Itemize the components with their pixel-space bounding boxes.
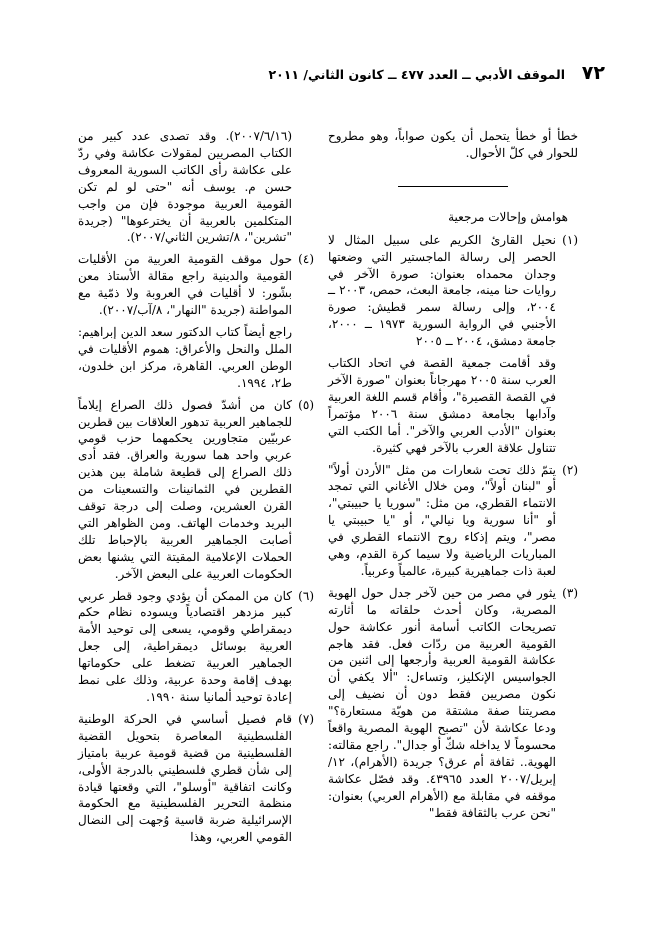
footnote-number: (٤) [298, 252, 314, 267]
footnote-text: نحيل القارئ الكريم على سبيل المثال لا الحصر إلى رسالة الماجستير التي وضعتها وجدان محمداه بعنوان: صورة الآخر في روايات حنا مينه، جامعة البعث، حمص، ٢٠٠٣ ــ ٢٠٠٤، وإلى رسالة سمر قطيش: صورة الأجنبي في الرواية السورية ١٩٧٣ ــ ٢٠٠٠، جامعة دمشق، ٢٠٠٤ ــ ٢٠٠٥ [328, 232, 556, 349]
footnote-text: راجع أيضاً كتاب الدكتور سعد الدين إبراهيم: الملل والنحل والأعراق: هموم الأقليات في الوطن العربي. القاهرة، مركز ابن خلدون، ط٢، ١٩٩٤. [78, 324, 292, 390]
footnote-number [292, 324, 314, 392]
footnote-3 [328, 585, 578, 822]
left-column [78, 128, 314, 851]
footnote-5 [78, 397, 314, 583]
section-divider [398, 186, 508, 187]
footnote-number: (٣) [562, 585, 578, 600]
footnote-text: (٢٠٠٧/٦/١٦). وقد تصدى عدد كبير من الكتاب المصريين لمقولات عكاشة وفي ردّ على عكاشة رأى الكاتب السورية المعروف حسن م. يوسف أنه "حتى لو لم تكن القومية العربية موجودة فإن من واجب المتكلمين بالعربية أن يخترعوها" (جريدة "تشرين"، ٨/تشرين الثاني/٢٠٠٧). [78, 129, 292, 245]
notes-title: هوامش وإحالات مرجعية [448, 209, 568, 224]
footnote-number [556, 355, 578, 456]
footnote-number: (١) [562, 232, 578, 247]
footnote-text: حول موقف القومية العربية من الأقليات القومية والدينية راجع مقالة الأستاذ معن بشّور: لا أقليات في العروبة ولا ذمّية مع المواطنة (جريدة "النهار"، ٨/آب/٢٠٠٧). [78, 252, 292, 318]
footnote-1-continued [328, 355, 578, 456]
footnote-4 [78, 251, 314, 319]
footnote-text: كان من الممكن أن يؤدي وجود قطر عربي كبير مزدهر اقتصادياً ويسوده نظام حكم ديمقراطي وقومي، يسعى إلى توحيد الأمة العربية بوسائل ديمقراطية، إلى جعل الجماهير العربية تضغط على حكوماتها بهدف إقامة وحدة عربية، وذلك على نمط إعادة توحيد ألمانيا سنة ١٩٩٠. [78, 588, 292, 704]
footnote-2 [328, 462, 578, 580]
footnote-text: وقد أقامت جمعية القصة في اتحاد الكتاب العرب سنة ٢٠٠٥ مهرجاناً بعنوان "صورة الآخر في القصة القصيرة"، وأقام قسم اللغة العربية وآدابها بجامعة دمشق سنة ٢٠٠٦ مؤتمراً بعنوان "الأدب العربي والآخر". أما الكتب التي تتناول علاقة العرب بالآخر فهي كثيرة. [328, 356, 556, 455]
footnote-text: قام فصيل أساسي في الحركة الوطنية الفلسطينية المعاصرة بتحويل القضية الفلسطينية من قضية قومية عربية بامتياز إلى شأن قطري فلسطيني بالدرجة الأولى، وكانت اتفاقية "أوسلو"، التي وقعتها قيادة منظمة التحرير الفلسطينية مع الحكومة الإسرائيلية ضربة قاسية وُجهت إلى النضال القومي العربي، وهذا [78, 711, 292, 845]
page-header [60, 62, 605, 106]
footnote-6 [78, 588, 314, 706]
footnote-text: يتمّ ذلك تحت شعارات من مثل "الأردن أولاً" أو "لبنان أولاً"، ومن خلال الأغاني التي تمجد الانتماء القطري، من مثل: "سوريا يا حبيبتي"، أو "أنا سورية ويا نيالي"، أو "يا حبيبتي يا مصر"، ويتم إذكاء روح الانتماء القطري في المباريات الرياضية ولا سيما كرة القدم، وهي لعبة ذات جماهيرية كبيرة، عالمياً وعربياً. [328, 462, 556, 578]
intro-paragraph: خطأ أو خطأ يتحمل أن يكون صواباً، وهو مطروح للحوار في كلّ الأحوال. [328, 129, 578, 160]
page-number: ٧٢ [581, 62, 605, 84]
right-column [328, 128, 578, 827]
footnote-4-continued [78, 324, 314, 392]
footnote-number: (٧) [298, 711, 314, 726]
footnote-text: يثور في مصر من حين لآخر جدل حول الهوية المصرية، وكان أحدث حلقاته ما أثارته تصريحات الكاتب أسامة أنور عكاشة حول القومية العربية من ردّات فعل. فقد هاجم عكاشة القومية العربية وأرجعها إلى اثنين من الجواسيس الإنكليز، وتساءل: "ألا يكفي أن نكون مصريين فقط دون أن نضيف إلى مصريتنا صفة مشتقة من هويّة مستعارة؟" ودعا عكاشة لأن "تصبح الهوية المصرية واقعاً محسوماً لا يداخله شكّ أو جدال". راجع مقالته: الهوية.. ثقافة أم عرق؟ جريدة (الأهرام)، ١٢/إبريل/٢٠٠٧ العدد ٤٣٩٦٥. وقد فصّل عكاشة موقفه في مقابلة مع (الأهرام العربي) بعنوان: "نحن عرب بالثقافة فقط" [328, 585, 556, 820]
footnote-1 [328, 232, 578, 350]
footnote-number: (٥) [298, 397, 314, 412]
footnote-number: (٢) [562, 462, 578, 477]
footnote-text: كان من أشدّ فصول ذلك الصراع إيلاماً للجماهير العربية تدهور العلاقات بين قطرين عربيّين متجاورين يحكمهما حزب قومي عربي واحد هما سورية والعراق. فقد أدى ذلك الصراع إلى قطيعة شاملة بين هذين القطرين في الثمانينات والتسعينات من القرن العشرين، وصلت إلى درجة توقف البريد وخدمات الهاتف. ومن الظواهر التي أصابت الجماهير العربية بالإحباط تلك الحملات الإعلامية المقيتة التي يشنها بعض الحكومات العربية على البعض الآخر. [78, 397, 292, 581]
footnote-7 [78, 711, 314, 846]
journal-issue-line: الموقف الأدبي ــ العدد ٤٧٧ ــ كانون الثاني/ ٢٠١١ [268, 67, 565, 82]
footnote-number [292, 128, 314, 246]
footnote-3-continued [78, 128, 314, 246]
footnote-number: (٦) [298, 588, 314, 603]
